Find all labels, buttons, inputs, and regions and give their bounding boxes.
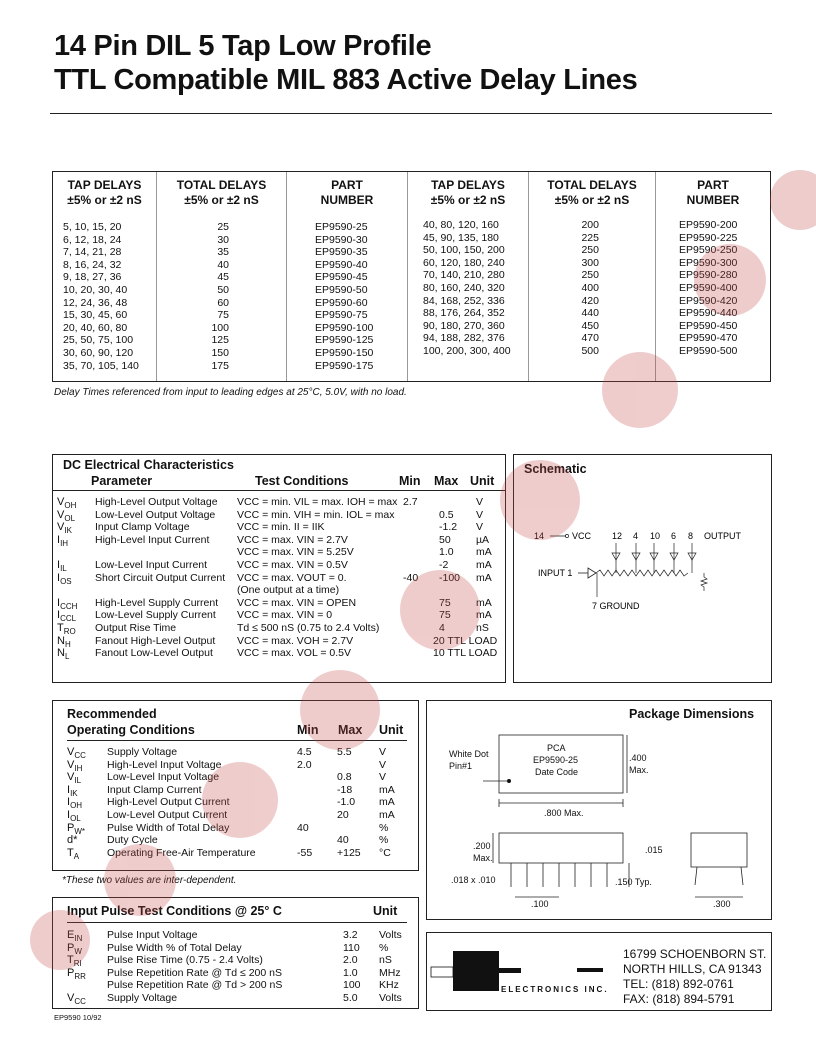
total-delay-cell: 250 — [581, 269, 599, 282]
symbol: $N_L$ — [57, 647, 70, 662]
dim-400-label: .400 — [629, 753, 647, 763]
right-part-column — [679, 219, 737, 358]
symbol: $P_W$ — [67, 941, 82, 956]
tap-delay-cell: 10, 20, 30, 40 — [63, 283, 128, 296]
dc-max: 75 — [439, 596, 451, 609]
tap-delay-cell: 5, 10, 15, 20 — [63, 221, 122, 233]
roc-max: +125 — [337, 846, 361, 859]
dc-unit: mA — [476, 609, 492, 622]
roc-min: 40 — [297, 821, 309, 834]
dc-max: -2 — [439, 559, 449, 571]
dc-unit: V — [476, 508, 484, 521]
dc-test-condition: VCC = max. VIN = OPEN — [237, 596, 357, 609]
total-delay-cell: 420 — [581, 294, 599, 307]
tap-delay-cell: 15, 30, 45, 60 — [63, 309, 128, 322]
dc-test-condition: VCC = min. VIH = min. IOL = max — [237, 508, 395, 521]
total-delay-cell: 75 — [217, 309, 229, 322]
delay-table — [52, 171, 771, 382]
dc-test-condition: VCC = max. VIN = 0 — [237, 609, 333, 622]
part-number-cell: EP9590-200 — [679, 219, 738, 231]
total-delay-cell: 125 — [211, 334, 229, 347]
dc-parameter: Short Circuit Output Current — [95, 571, 226, 584]
tap-delay-cell: 6, 12, 18, 24 — [63, 233, 122, 246]
dc-hdr-min: Min — [399, 474, 421, 488]
symbol: d* — [67, 834, 78, 847]
package-title: Package Dimensions — [629, 707, 755, 721]
symbol: $I_{IK}$ — [67, 783, 78, 798]
roc-parameter: Pulse Width of Total Delay — [107, 821, 230, 834]
roc-unit: V — [379, 771, 387, 784]
tap-delay-cell: 84, 168, 252, 336 — [423, 294, 505, 307]
dim-100-label: .100 — [531, 899, 549, 909]
ipt-unit: KHz — [379, 979, 399, 992]
tap-delay-cell: 70, 140, 210, 280 — [423, 269, 505, 282]
dc-parameter: Low-Level Input Current — [95, 559, 208, 571]
part-number-cell: EP9590-100 — [315, 321, 374, 334]
part-number-cell: EP9590-50 — [315, 283, 368, 296]
tap-10: 10 — [650, 531, 661, 541]
dc-parameter: Fanout High-Level Output — [95, 634, 216, 647]
roc-parameter: Input Clamp Current — [107, 783, 202, 796]
vcc-label: VCC — [572, 531, 592, 541]
dc-title: DC Electrical Characteristics — [63, 458, 234, 472]
roc-parameter: Supply Voltage — [107, 746, 178, 758]
roc-hdr-unit: Unit — [379, 723, 404, 737]
symbol: $V_{CC}$ — [67, 746, 86, 761]
symbol: $V_{OH}$ — [57, 496, 77, 511]
dim-015-label: .015 — [645, 845, 663, 855]
schematic-diagram — [514, 515, 771, 625]
dc-unit: mA — [476, 596, 492, 609]
part-number-cell: EP9590-400 — [679, 281, 738, 294]
address-line2: NORTH HILLS, CA 91343 — [623, 962, 762, 976]
tap-delay-cell: 35, 70, 105, 140 — [63, 359, 139, 372]
symbol: $E_{IN}$ — [67, 929, 83, 944]
part-number-cell: EP9590-225 — [679, 231, 738, 244]
tap-delay-cell: 20, 40, 60, 80 — [63, 321, 128, 334]
schematic-panel — [513, 454, 772, 683]
package-panel — [426, 700, 772, 920]
roc-min: 2.0 — [297, 758, 312, 771]
symbol: $V_{IL}$ — [67, 771, 82, 786]
ipt-value: 110 — [343, 941, 360, 954]
tap-4: 4 — [633, 531, 639, 541]
roc-parameter: High-Level Input Voltage — [107, 758, 222, 771]
tap-delay-cell: 25, 50, 75, 100 — [63, 334, 134, 347]
roc-hdr-min: Min — [297, 723, 319, 737]
total-delay-cell: 440 — [581, 307, 599, 320]
total-delay-cell: 100 — [211, 321, 229, 334]
roc-unit: mA — [379, 783, 395, 796]
footer-code: EP9590 10/92 — [54, 1013, 102, 1022]
dc-test-condition: VCC = min. VIL = max. IOH = max — [237, 496, 398, 508]
dc-max: 0.5 — [439, 508, 454, 521]
part-number-cell: EP9590-35 — [315, 246, 368, 259]
logo-text: ELECTRONICS INC. — [501, 985, 609, 994]
delay-note: Delay Times referenced from input to leading edges at 25°C, 5.0V, with no load. — [54, 387, 407, 398]
dc-unit: µA — [476, 533, 490, 546]
symbol: $V_{CC}$ — [67, 992, 86, 1007]
total-delay-cell: 250 — [581, 244, 599, 257]
dc-parameter: Output Rise Time — [95, 622, 177, 634]
symbol: $T_A$ — [67, 846, 80, 861]
symbol: $T_{RO}$ — [57, 622, 76, 637]
symbol: $I_{CCH}$ — [57, 596, 78, 611]
ipt-value: 5.0 — [343, 992, 358, 1004]
roc-unit: mA — [379, 796, 395, 809]
left-tap-column — [63, 221, 139, 372]
tap-delay-cell: 88, 176, 264, 352 — [423, 307, 505, 320]
dc-hdr-test: Test Conditions — [255, 474, 349, 488]
pin14-label: 14 — [534, 531, 545, 541]
part-number-cell: EP9590-250 — [679, 244, 738, 257]
date-code-label: Date Code — [535, 767, 579, 777]
total-delay-cell: 60 — [217, 296, 229, 309]
dc-parameter: High-Level Input Current — [95, 533, 210, 546]
left-part-column — [315, 221, 373, 372]
tap-delay-cell: 94, 188, 282, 376 — [423, 332, 505, 345]
right-tap-column — [423, 219, 511, 358]
roc-unit: °C — [379, 846, 391, 859]
left-total-column — [193, 221, 229, 372]
total-delay-cell: 50 — [217, 283, 229, 296]
address-line1: 16799 SCHOENBORN ST. — [623, 947, 767, 961]
ipt-unit: Volts — [379, 992, 402, 1004]
tap-12: 12 — [612, 531, 623, 541]
part-number-cell: EP9590-300 — [679, 256, 738, 269]
symbol: $I_{IL}$ — [57, 559, 67, 574]
dc-unit: V — [476, 521, 484, 534]
ipt-unit: nS — [379, 954, 392, 967]
roc-title1: Recommended — [67, 707, 157, 721]
tap-delay-cell: 50, 100, 150, 200 — [423, 244, 505, 257]
total-delay-cell: 400 — [581, 281, 599, 294]
fax-line: FAX: (818) 894-5791 — [623, 992, 735, 1006]
pin1-label: Pin#1 — [449, 761, 473, 771]
company-address — [623, 947, 766, 1007]
part-number-cell: EP9590-280 — [679, 269, 738, 282]
tel-line: TEL: (818) 892-0761 — [623, 977, 734, 991]
dc-test-condition: (One output at a time) — [237, 584, 340, 597]
roc-min: 4.5 — [297, 746, 312, 758]
part-number-cell: EP9590-420 — [679, 294, 738, 307]
roc-max: 40 — [337, 834, 349, 847]
tap-delay-cell: 9, 18, 27, 36 — [63, 271, 122, 284]
dc-test-condition: VCC = max. VIN = 5.25V — [237, 546, 354, 559]
ipt-parameter: Pulse Width % of Total Delay — [107, 941, 242, 954]
dc-test-condition: VCC = max. VOUT = 0. — [237, 571, 347, 584]
ipt-parameter: Pulse Repetition Rate @ Td ≤ 200 nS — [107, 966, 282, 979]
roc-note: *These two values are inter-dependent. — [62, 875, 237, 886]
dc-max: 1.0 — [439, 546, 454, 559]
total-delay-cell: 450 — [581, 319, 599, 332]
part-number-cell: EP9590-60 — [315, 296, 368, 309]
company-logo — [427, 933, 623, 1010]
dc-test-condition: VCC = max. VIN = 2.7V — [237, 533, 348, 546]
total-delay-cell: 25 — [217, 221, 229, 233]
part-number-cell: EP9590-175 — [315, 359, 374, 372]
symbol: $P_{W*}$ — [67, 821, 86, 836]
part-number-cell: EP9590-40 — [315, 258, 368, 271]
dc-max: 20 TTL LOAD — [433, 634, 498, 647]
input-label: INPUT 1 — [538, 568, 573, 578]
ipt-value: 2.0 — [343, 954, 358, 967]
part-number-cell: EP9590-500 — [679, 344, 738, 357]
dc-hdr-parameter: Parameter — [91, 474, 153, 488]
symbol: $I_{OL}$ — [67, 809, 81, 824]
symbol: $T_{RI}$ — [67, 954, 82, 969]
dc-test-condition: VCC = max. VOH = 2.7V — [237, 634, 354, 647]
roc-unit: % — [379, 821, 389, 834]
total-delay-cell: 225 — [581, 231, 599, 244]
symbol: $V_{OL}$ — [57, 508, 76, 523]
symbol: $I_{IH}$ — [57, 533, 69, 548]
dc-test-condition: VCC = min. II = IIK — [237, 521, 325, 534]
dc-parameter: Low-Level Output Voltage — [95, 508, 216, 521]
output-label: OUTPUT — [704, 531, 741, 541]
total-delay-cell: 300 — [581, 256, 599, 269]
hdr-tap-right: TAP DELAYS ±5% or ±2 nS — [430, 178, 506, 207]
tap-delay-cell: 30, 60, 90, 120 — [63, 346, 134, 359]
dc-max: 75 — [439, 609, 451, 622]
dc-unit: nS — [476, 622, 489, 634]
dim-300-label: .300 — [713, 899, 731, 909]
dc-parameter: High-Level Output Voltage — [95, 496, 218, 508]
roc-max: -1.0 — [337, 796, 356, 809]
dc-max: 50 — [439, 533, 451, 546]
total-delay-cell: 150 — [211, 346, 229, 359]
dim-800-label: .800 Max. — [544, 808, 584, 818]
dc-max: -1.2 — [439, 521, 458, 534]
schematic-title: Schematic — [524, 462, 587, 476]
dc-unit: mA — [476, 546, 492, 559]
dc-parameter: Fanout Low-Level Output — [95, 647, 213, 660]
total-delay-cell: 175 — [211, 359, 229, 372]
part-number-cell: EP9590-150 — [315, 346, 374, 359]
dim-018-label: .018 x .010 — [451, 875, 496, 885]
part-number-cell: EP9590-440 — [679, 307, 738, 320]
roc-max: 20 — [337, 809, 349, 821]
roc-unit: V — [379, 758, 387, 771]
part-number-cell: EP9590-25 — [315, 221, 368, 233]
dc-test-condition: Td ≤ 500 nS (0.75 to 2.4 Volts) — [237, 622, 380, 634]
tap-delay-cell: 100, 200, 300, 400 — [423, 344, 511, 357]
total-delay-cell: 40 — [217, 258, 229, 271]
dim-150-label: .150 Typ. — [615, 877, 652, 887]
dc-max: 10 TTL LOAD — [433, 647, 498, 660]
title-line2: TTL Compatible MIL 883 Active Delay Lines — [54, 64, 638, 96]
company-panel — [426, 932, 772, 1011]
hdr-tap-left: TAP DELAYS ±5% or ±2 nS — [67, 178, 142, 207]
dc-max: 4 — [439, 622, 445, 634]
part-number-cell: EP9590-30 — [315, 233, 368, 246]
ipt-parameter: Pulse Input Voltage — [107, 929, 198, 941]
part-number-cell: EP9590-450 — [679, 319, 738, 332]
right-total-column — [565, 219, 599, 358]
tap-delay-cell: 12, 24, 36, 48 — [63, 296, 128, 309]
ipt-panel — [52, 897, 419, 1009]
white-dot-label: White Dot — [449, 749, 489, 759]
title-rule — [50, 113, 772, 114]
tap-delay-cell: 80, 160, 240, 320 — [423, 281, 505, 294]
tap-8: 8 — [688, 531, 694, 541]
pca-label: PCA — [547, 743, 566, 753]
roc-panel — [52, 700, 419, 871]
roc-parameter: High-Level Output Current — [107, 796, 230, 809]
title-line1: 14 Pin DIL 5 Tap Low Profile — [54, 30, 432, 62]
tap-delay-cell: 45, 90, 135, 180 — [423, 231, 499, 244]
ipt-parameter: Pulse Repetition Rate @ Td > 200 nS — [107, 979, 283, 992]
dc-parameter: Input Clamp Voltage — [95, 521, 190, 534]
ipt-value: 1.0 — [343, 966, 358, 979]
ipt-unit: MHz — [379, 966, 401, 979]
ipt-parameter: Supply Voltage — [107, 992, 178, 1004]
symbol: $V_{IH}$ — [67, 758, 83, 773]
ipt-title: Input Pulse Test Conditions @ 25° C — [67, 904, 282, 918]
total-delay-cell: 30 — [217, 233, 229, 246]
tap-delay-cell: 7, 14, 21, 28 — [63, 246, 122, 259]
package-part-label: EP9590-25 — [533, 755, 579, 765]
roc-title2: Operating Conditions — [67, 723, 195, 737]
ipt-value: 3.2 — [343, 929, 358, 941]
symbol: $I_{OH}$ — [67, 796, 83, 811]
dc-unit: mA — [476, 571, 492, 584]
roc-min: -55 — [297, 846, 313, 859]
dc-parameter: High-Level Supply Current — [95, 596, 219, 609]
roc-max: 0.8 — [337, 771, 352, 784]
ground-label: 7 GROUND — [592, 601, 640, 611]
dc-hdr-max: Max — [434, 474, 459, 488]
tap-6: 6 — [671, 531, 677, 541]
tap-delay-cell: 90, 180, 270, 360 — [423, 319, 505, 332]
roc-unit: % — [379, 834, 389, 847]
dc-hdr-unit: Unit — [470, 474, 495, 488]
max-label: Max. — [629, 765, 649, 775]
roc-parameter: Low-Level Input Voltage — [107, 771, 220, 784]
dc-characteristics-panel — [52, 454, 506, 683]
hdr-part-left: PART NUMBER — [320, 178, 374, 207]
part-number-cell: EP9590-470 — [679, 332, 738, 345]
hdr-total-right: TOTAL DELAYS ±5% or ±2 nS — [547, 178, 637, 207]
dc-max: -100 — [439, 571, 461, 584]
roc-unit: V — [379, 746, 387, 758]
roc-parameter: Operating Free-Air Temperature — [107, 846, 256, 859]
dc-min: 2.7 — [403, 496, 418, 508]
tap-delay-cell: 40, 80, 120, 160 — [423, 219, 499, 231]
symbol: $V_{IK}$ — [57, 521, 72, 536]
part-number-cell: EP9590-75 — [315, 309, 368, 322]
dc-test-condition: VCC = max. VOL = 0.5V — [237, 647, 351, 660]
roc-parameter: Low-Level Output Current — [107, 809, 228, 821]
ipt-hdr-unit: Unit — [373, 904, 398, 918]
roc-parameter: Duty Cycle — [107, 834, 158, 847]
total-delay-cell: 470 — [581, 332, 599, 345]
package-drawing — [427, 725, 771, 919]
dc-parameter: Low-Level Supply Current — [95, 609, 216, 622]
dc-test-condition: VCC = max. VIN = 0.5V — [237, 559, 348, 571]
total-delay-cell: 500 — [581, 344, 599, 357]
symbol: $I_{CCL}$ — [57, 609, 77, 624]
hdr-part-right: PART NUMBER — [686, 178, 740, 207]
symbol: $I_{OS}$ — [57, 571, 72, 586]
ipt-parameter: Pulse Rise Time (0.75 - 2.4 Volts) — [107, 954, 263, 967]
dc-min: -40 — [403, 571, 419, 584]
roc-max: -18 — [337, 783, 353, 796]
total-delay-cell: 200 — [581, 219, 599, 231]
part-number-cell: EP9590-45 — [315, 271, 368, 284]
dc-unit: mA — [476, 559, 492, 571]
ipt-value: 100 — [343, 979, 361, 992]
roc-unit: mA — [379, 809, 395, 821]
max2-label: Max. — [473, 853, 493, 863]
part-number-cell: EP9590-125 — [315, 334, 374, 347]
ipt-unit: % — [379, 941, 389, 954]
hdr-total-left: TOTAL DELAYS ±5% or ±2 nS — [176, 178, 267, 207]
dim-200-label: .200 — [473, 841, 491, 851]
symbol: $N_H$ — [57, 634, 71, 649]
symbol: $P_{RR}$ — [67, 966, 86, 981]
tap-delay-cell: 60, 120, 180, 240 — [423, 256, 505, 269]
total-delay-cell: 45 — [217, 271, 229, 284]
roc-hdr-max: Max — [338, 723, 363, 737]
roc-max: 5.5 — [337, 746, 352, 758]
dc-unit: V — [476, 496, 484, 508]
ipt-unit: Volts — [379, 929, 402, 941]
total-delay-cell: 35 — [217, 246, 229, 259]
tap-delay-cell: 8, 16, 24, 32 — [63, 258, 122, 271]
